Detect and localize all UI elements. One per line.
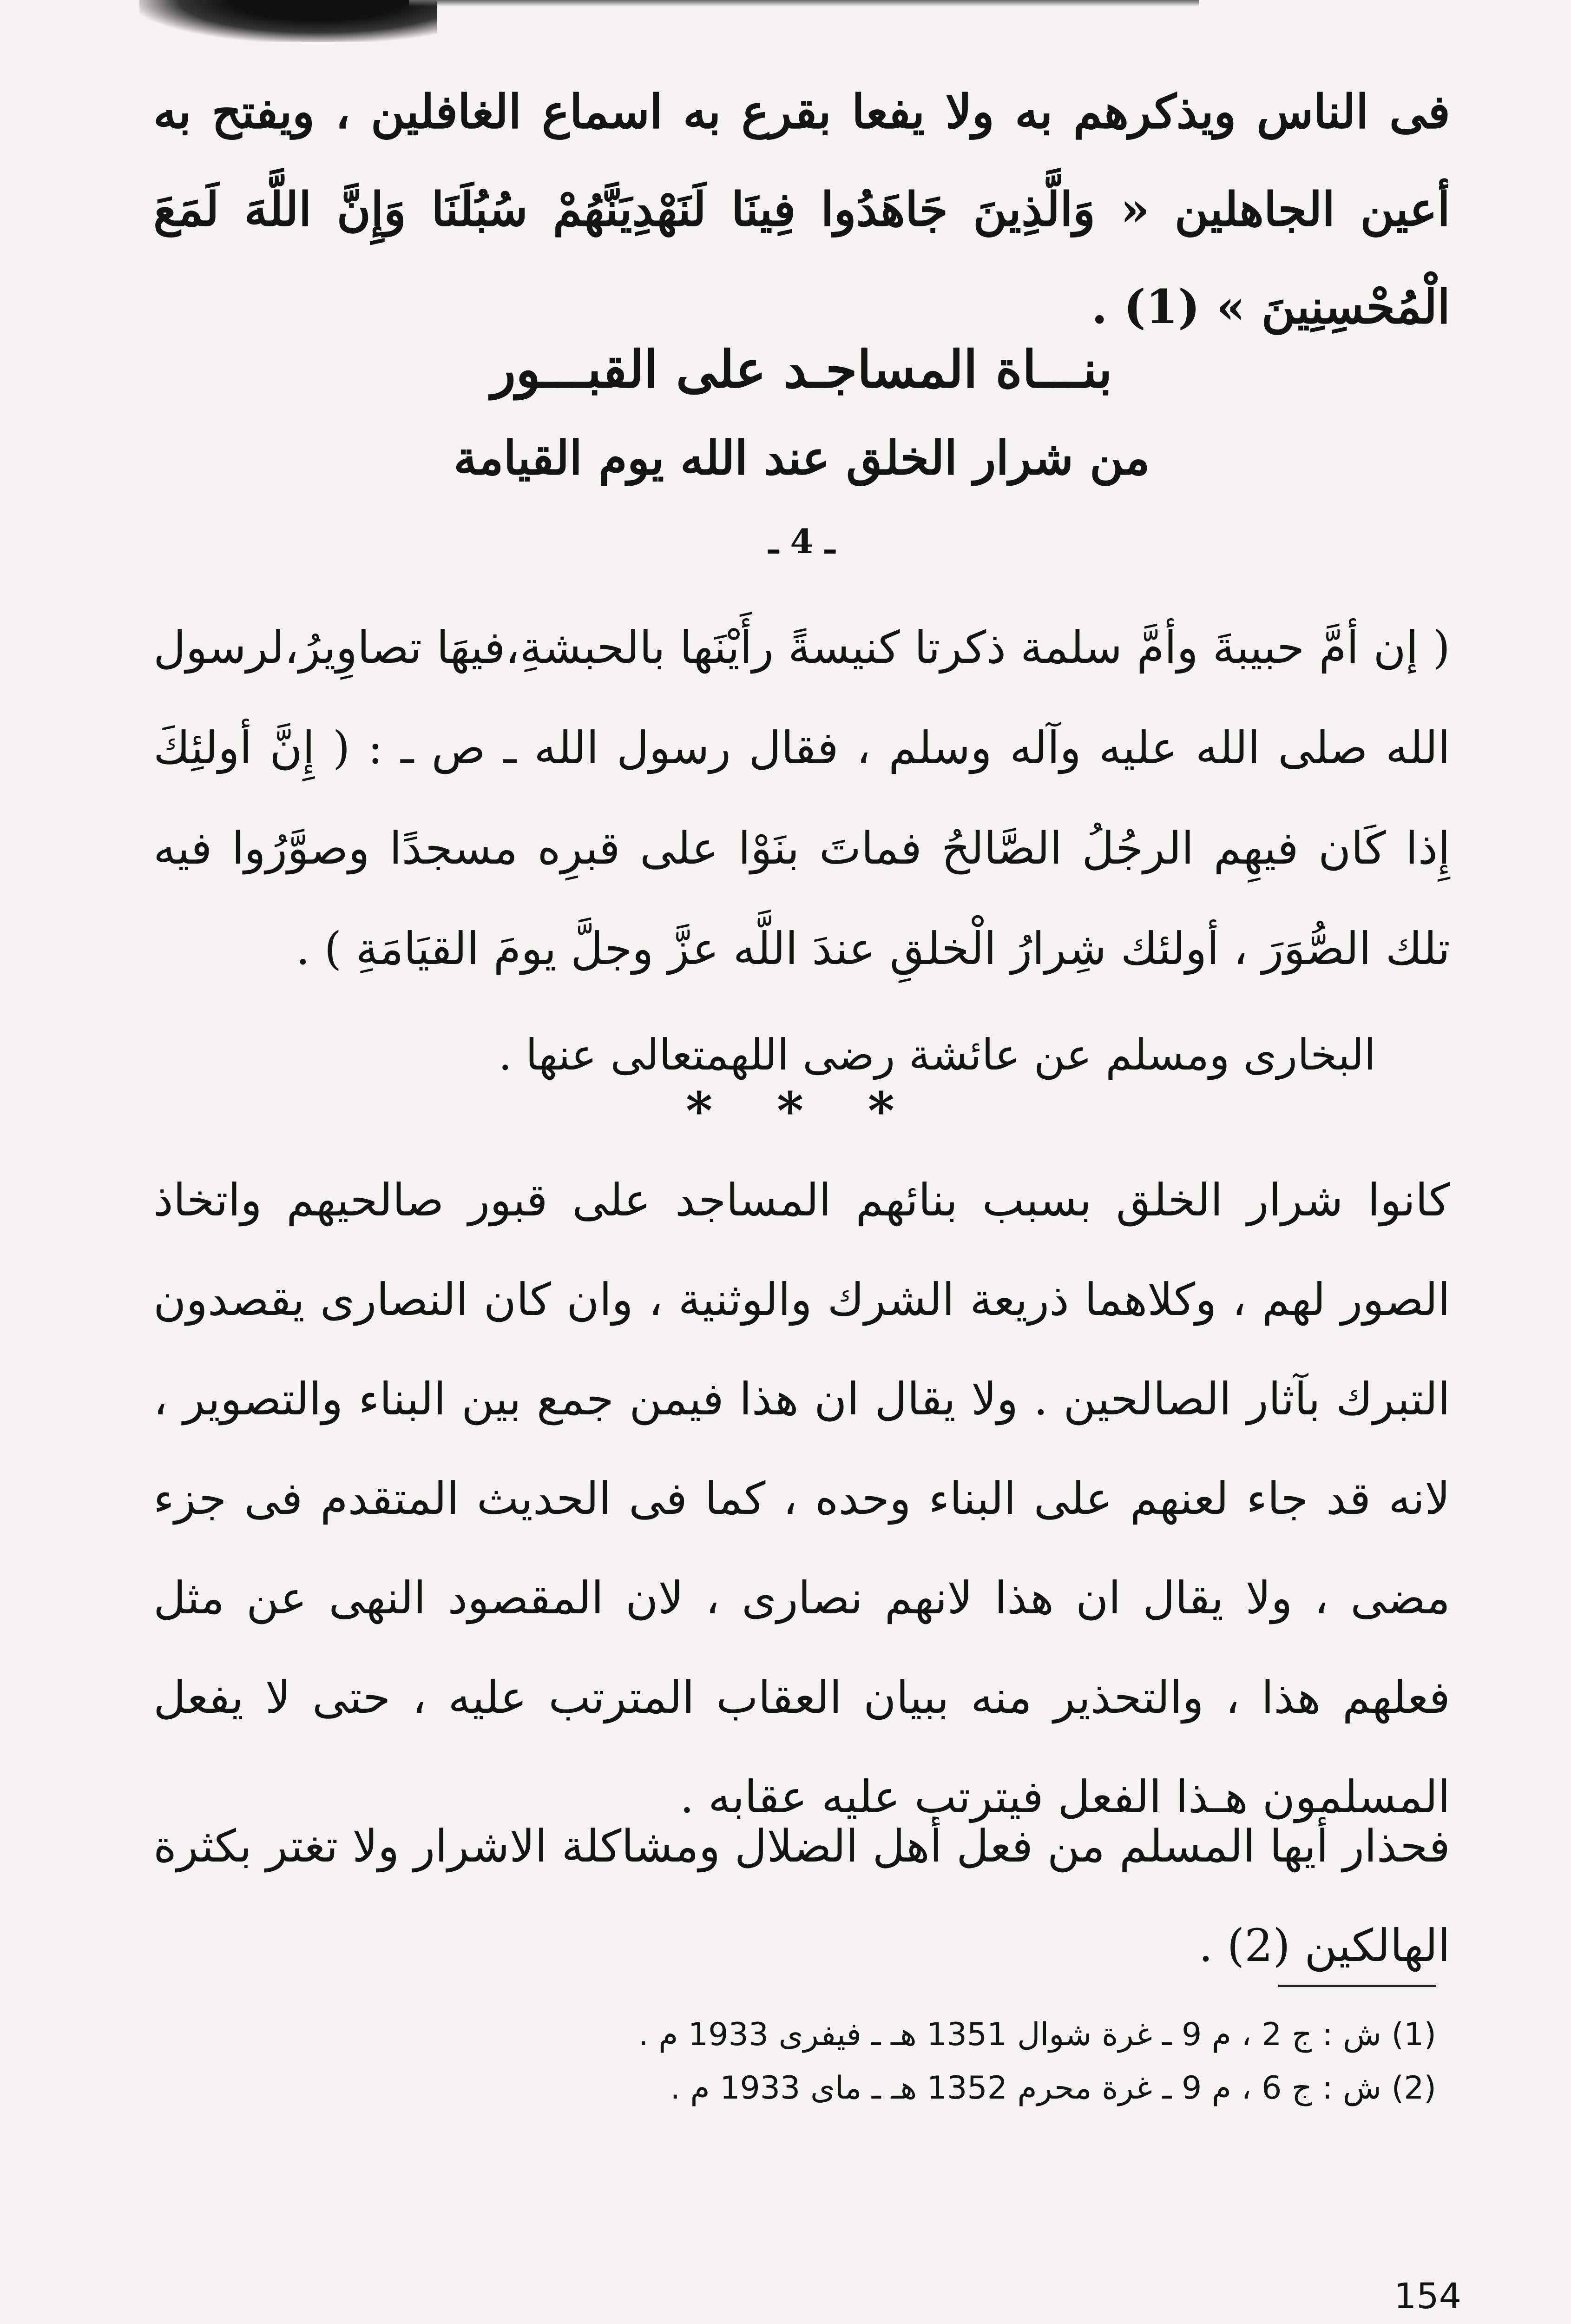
hadith-block bbox=[153, 597, 1450, 999]
intro-paragraph: فى الناس ويذكرهم به ولا يفعا بقرع به اسماع الغافلين ، ويفتح به أعين الجاهلين « وَالَّذِينَ جَاهَدُوا فِينَا لَنَهْدِيَنَّهُمْ سُبُلَنَا وَإِنَّ اللَّهَ لَمَعَ الْمُحْسِنِينَ » (1) . bbox=[153, 84, 1450, 334]
closing-paragraph: فحذار أيها المسلم من فعل أهل الضلال ومشاكلة الاشرار ولا تغتر بكثرة الهالكين (2) . bbox=[153, 1820, 1450, 1972]
section-subtitle: من شرار الخلق عند الله يوم القيامة bbox=[454, 430, 1150, 485]
hadith-source: البخارى ومسلم عن عائشة رضى اللهمتعالى عنها . bbox=[498, 1030, 1376, 1080]
commentary-paragraph: كانوا شرار الخلق بسبب بنائهم المساجد على قبور صالحيهم واتخاذ الصور لهم ، وكلاهما ذريعة الشرك والوثنية ، وان كان النصارى يقصدون التبرك بآثار الصالحين . ولا يقال ان هذا فيمن جمع بين البناء والتصوير ، لانه قد جاء لعنهم على البناء وحده ، كما فى الحديث المتقدم فى جزء مضى ، ولا يقال ان هذا لانهم نصارى ، لان المقصود النهى عن مثل فعلهم هذا ، والتحذير منه ببيان العقاب المترتب عليه ، حتى لا يفعل المسلمون هـذا الفعل فيترتب عليه عقابه . bbox=[153, 1174, 1451, 1823]
footnote-1: (1) ش : ج 2 ، م 9 ـ غرة شوال 1351 هـ ـ فيفرى 1933 م . bbox=[638, 2016, 1436, 2053]
intro-paragraph-block bbox=[153, 63, 1450, 356]
section-title: بنـــاة المساجـد على القبـــور bbox=[491, 339, 1113, 399]
scan-top-edge-shadow bbox=[409, 0, 1199, 7]
closing-block bbox=[153, 1796, 1450, 1995]
footnotes bbox=[153, 2008, 1436, 2115]
commentary-block bbox=[153, 1150, 1450, 1847]
section-separator: * * * bbox=[685, 1081, 918, 1141]
scan-ink-blot bbox=[139, 0, 437, 42]
footnote-2: (2) ش : ج 6 ، م 9 ـ غرة محرم 1352 هـ ـ ماى 1933 م . bbox=[670, 2070, 1436, 2106]
page-number: 154 bbox=[1394, 2275, 1462, 2317]
footnote-divider bbox=[1278, 1985, 1436, 1987]
hadith-text: ( إن أمَّ حبيبةَ وأمَّ سلمة ذكرتا كنيسةً رأَيْنَها بالحبشةِ،فيهَا تصاوِيرُ،لرسول الله صلى الله عليه وآله وسلم ، فقال رسول الله ـ ص ـ : ( إِنَّ أولئِكَ إِذا كَان فيهِم الرجُلُ الصَّالحُ فماتَ بنَوْا على قبرِه مسجدًا وصوَّرُوا فيه تلك الصُّوَرَ ، أولئك شِرارُ الْخلقِ عندَ اللَّه عزَّ وجلَّ يومَ القيَامَةِ ) . bbox=[153, 621, 1451, 975]
section-number: ـ 4 ـ bbox=[769, 522, 835, 561]
